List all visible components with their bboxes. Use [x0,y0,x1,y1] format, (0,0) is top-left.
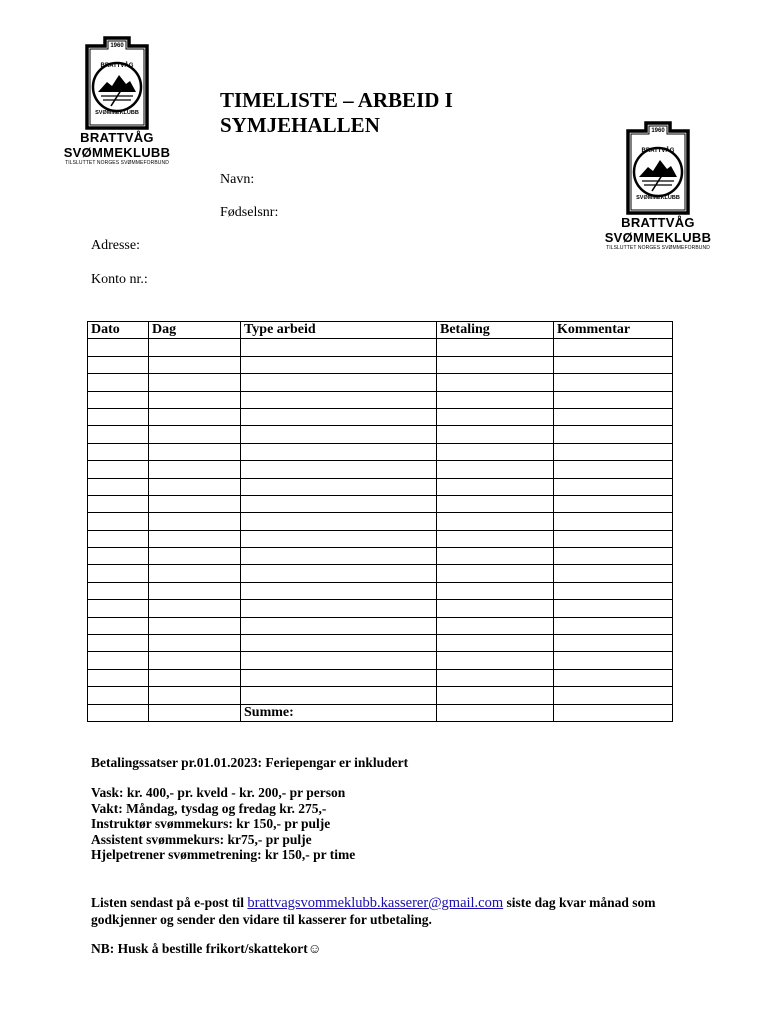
fodselsnr-label: Fødselsnr: [220,205,279,220]
table-cell[interactable] [554,669,673,686]
table-cell[interactable] [437,356,554,373]
table-cell[interactable] [149,443,241,460]
table-cell[interactable] [437,565,554,582]
table-cell[interactable] [437,374,554,391]
document-title: TIMELISTE – ARBEID I SYMJEHALLEN [220,88,453,137]
table-cell[interactable] [149,461,241,478]
table-cell[interactable] [241,582,437,599]
table-cell[interactable] [241,356,437,373]
table-cell[interactable] [437,495,554,512]
summe-label: Summe: [241,704,437,721]
club-logo-left [52,32,182,167]
table-row [88,374,673,391]
table-cell[interactable] [241,530,437,547]
table-cell[interactable] [149,374,241,391]
table-row [88,687,673,704]
table-row [88,669,673,686]
crest-ring-bottom: SVØMMEKLUBB [636,195,680,201]
table-row [88,478,673,495]
table-cell[interactable] [88,600,149,617]
table-cell[interactable] [554,461,673,478]
submission-instructions [91,895,691,927]
table-row [88,339,673,356]
table-cell[interactable] [241,478,437,495]
table-cell[interactable] [149,478,241,495]
table-cell[interactable] [437,704,554,721]
club-name-line1: BRATTVÅG [621,215,695,230]
table-row [88,513,673,530]
table-cell[interactable] [554,426,673,443]
table-cell[interactable] [437,339,554,356]
table-cell[interactable] [437,687,554,704]
table-cell[interactable] [554,513,673,530]
club-crest-icon [622,117,694,215]
table-cell[interactable] [554,408,673,425]
table-cell[interactable] [241,513,437,530]
table-cell[interactable] [437,391,554,408]
table-cell[interactable] [241,443,437,460]
rates-heading: Betalingssatser pr.01.01.2023: Feriepengar er inkludert [91,755,409,770]
table-cell[interactable] [149,495,241,512]
table-cell[interactable] [88,374,149,391]
table-cell[interactable] [88,565,149,582]
table-cell[interactable] [88,530,149,547]
header-betaling: Betaling [437,322,554,339]
table-cell[interactable] [149,339,241,356]
table-cell[interactable] [88,513,149,530]
table-row [88,548,673,565]
table-row [88,565,673,582]
adresse-label: Adresse: [91,238,140,253]
rate-line: Instruktør svømmekurs: kr 150,- pr pulje [91,816,331,831]
table-row [88,617,673,634]
table-cell[interactable] [554,565,673,582]
table-row [88,495,673,512]
table-cell[interactable] [88,408,149,425]
table-cell[interactable] [554,495,673,512]
table-cell[interactable] [149,687,241,704]
club-logo-right [593,117,723,252]
email-link[interactable]: brattvagsvommeklubb.kasserer@gmail.com [247,895,504,911]
table-row [88,443,673,460]
table-cell[interactable] [149,565,241,582]
table-body [88,339,673,722]
table-header-row [88,322,673,339]
table-cell[interactable] [149,548,241,565]
table-cell[interactable] [149,652,241,669]
crest-ring-bottom: SVØMMEKLUBB [95,110,139,116]
table-cell[interactable] [554,635,673,652]
table-cell[interactable] [437,600,554,617]
table-cell[interactable] [554,600,673,617]
rate-line: Hjelpetrener svømmetrening: kr 150,- pr time [91,847,356,862]
table-row [88,461,673,478]
header-dato: Dato [88,322,149,339]
table-cell[interactable] [437,548,554,565]
table-cell[interactable] [149,530,241,547]
table-cell[interactable] [149,356,241,373]
table-cell[interactable] [88,582,149,599]
table-row [88,652,673,669]
table-cell[interactable] [437,530,554,547]
club-affiliation: TILSLUTTET NORGES SVØMMEFORBUND [606,245,710,251]
table-cell[interactable] [149,635,241,652]
crest-ring-top: BRATTVÅG [100,63,134,69]
table-row [88,356,673,373]
table-cell[interactable] [554,617,673,634]
table-cell[interactable] [437,669,554,686]
rate-line: Vakt: Måndag, tysdag og fredag kr. 275,- [91,800,327,816]
table-cell[interactable] [437,461,554,478]
table-cell[interactable] [88,617,149,634]
table-cell[interactable] [241,408,437,425]
table-cell[interactable] [149,426,241,443]
club-crest-icon [81,32,153,130]
rate-line: Vask: kr. 400,- pr. kveld - kr. 200,- pr person [91,785,346,800]
table-row [88,582,673,599]
table-cell[interactable] [554,339,673,356]
table-cell[interactable] [554,356,673,373]
table-cell[interactable] [554,687,673,704]
table-cell[interactable] [437,635,554,652]
table-cell[interactable] [241,426,437,443]
table-cell[interactable] [437,408,554,425]
crest-year: 1960 [651,128,665,134]
table-cell[interactable] [149,408,241,425]
club-name-line2: SVØMMEKLUBB [63,145,171,160]
header-kommentar: Kommentar [554,322,673,339]
table-cell[interactable] [437,513,554,530]
listen-prefix: Listen sendast på e-post til [91,895,248,910]
table-cell[interactable] [88,339,149,356]
table-cell[interactable] [437,582,554,599]
table-row [88,530,673,547]
table-cell[interactable] [241,339,437,356]
table-cell[interactable] [437,617,554,634]
navn-label: Navn: [220,172,255,187]
table-cell[interactable] [88,669,149,686]
table-cell[interactable] [437,478,554,495]
table-cell[interactable] [241,548,437,565]
table-cell[interactable] [149,391,241,408]
table-cell[interactable] [88,426,149,443]
rate-line: Assistent svømmekurs: kr75,- pr pulje [91,831,312,847]
table-cell[interactable] [88,704,149,721]
table-cell[interactable] [241,617,437,634]
table-cell[interactable] [437,443,554,460]
crest-ring-top: BRATTVÅG [641,148,675,154]
header-type-arbeid: Type arbeid [241,322,437,339]
table-cell[interactable] [554,652,673,669]
table-cell[interactable] [88,652,149,669]
club-name-line1: BRATTVÅG [80,130,154,145]
table-cell[interactable] [241,565,437,582]
table-cell[interactable] [149,600,241,617]
table-cell[interactable] [241,495,437,512]
summe-row [88,704,673,721]
club-affiliation: TILSLUTTET NORGES SVØMMEFORBUND [65,160,169,166]
listen-suffix: siste dag kvar månad som godkjenner og sender den vidare til kasserer for utbetaling. [91,895,656,927]
table-cell[interactable] [149,669,241,686]
table-cell[interactable] [554,548,673,565]
table-cell[interactable] [241,461,437,478]
club-name-line2: SVØMMEKLUBB [604,230,712,245]
table-cell[interactable] [437,426,554,443]
nb-note: NB: Husk å bestille frikort/skattekort☺ [91,941,322,956]
table-cell[interactable] [88,687,149,704]
table-cell[interactable] [241,600,437,617]
table-cell[interactable] [554,374,673,391]
table-row [88,600,673,617]
konto-label: Konto nr.: [91,272,148,287]
table-cell[interactable] [88,461,149,478]
table-cell[interactable] [88,356,149,373]
table-cell[interactable] [437,652,554,669]
table-cell[interactable] [554,704,673,721]
table-cell[interactable] [241,669,437,686]
rates-list [91,785,355,863]
table-cell[interactable] [88,635,149,652]
table-row [88,426,673,443]
table-cell[interactable] [88,391,149,408]
table-cell[interactable] [554,391,673,408]
timesheet-table [87,321,673,722]
table-cell[interactable] [88,495,149,512]
table-cell[interactable] [241,652,437,669]
table-cell[interactable] [241,687,437,704]
table-cell[interactable] [554,478,673,495]
table-cell[interactable] [88,478,149,495]
table-cell[interactable] [88,548,149,565]
table-row [88,635,673,652]
table-cell[interactable] [554,443,673,460]
table-cell[interactable] [149,617,241,634]
table-cell[interactable] [149,582,241,599]
header-dag: Dag [149,322,241,339]
table-cell[interactable] [554,530,673,547]
table-cell[interactable] [241,635,437,652]
table-cell[interactable] [149,704,241,721]
table-cell[interactable] [88,443,149,460]
crest-year: 1960 [110,43,124,49]
table-row [88,391,673,408]
table-cell[interactable] [241,391,437,408]
table-cell[interactable] [554,582,673,599]
table-cell[interactable] [149,513,241,530]
table-row [88,408,673,425]
table-cell[interactable] [241,374,437,391]
